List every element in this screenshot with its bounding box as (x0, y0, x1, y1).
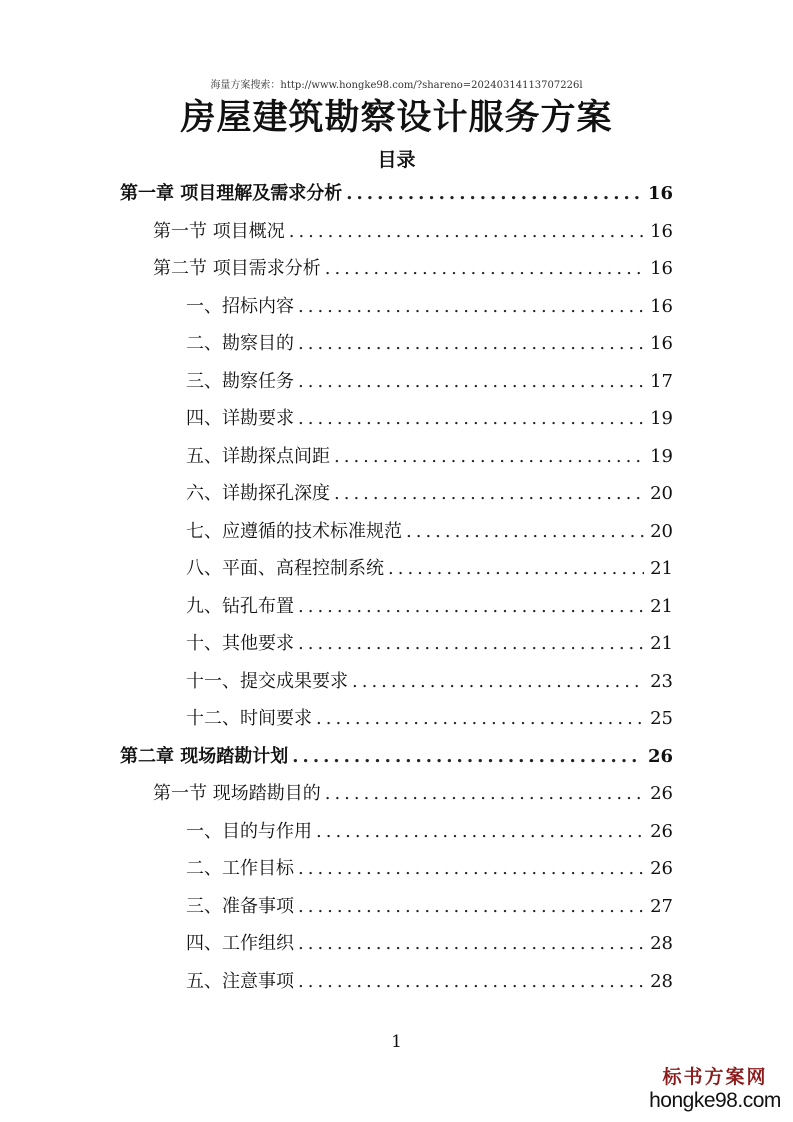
toc-entry[interactable] (120, 700, 673, 738)
toc-entry-label: 第一章 项目理解及需求分析 (120, 183, 343, 204)
toc-dot-leader (292, 738, 642, 776)
toc-entry-label: 九、钻孔布置 (186, 595, 294, 617)
document-title: 房屋建筑勘察设计服务方案 (180, 97, 613, 138)
watermark-site-name: 标书方案网 (662, 1066, 768, 1088)
toc-entry-label: 二、勘察目的 (186, 333, 294, 354)
toc-dot-leader (289, 213, 644, 251)
toc-entry-label: 六、详勘探孔深度 (186, 483, 330, 504)
toc-dot-leader (298, 288, 644, 326)
toc-entry-label: 十二、时间要求 (186, 708, 312, 729)
toc-entry-page: 28 (650, 933, 673, 954)
toc-entry[interactable] (120, 925, 673, 963)
toc-dot-leader (334, 438, 644, 476)
toc-entry-page: 23 (650, 670, 673, 692)
toc-dot-leader (298, 325, 644, 363)
toc-entry-page: 21 (650, 558, 673, 579)
toc-entry-page: 26 (650, 820, 673, 842)
toc-heading: 目录 (377, 149, 416, 171)
toc-entry[interactable] (120, 813, 673, 851)
toc-entry[interactable] (120, 363, 673, 401)
toc-entry-page: 25 (650, 708, 673, 729)
toc-entry[interactable] (120, 775, 673, 813)
toc-entry-page: 26 (650, 858, 673, 879)
toc-entry-page: 16 (647, 183, 673, 204)
toc-entry[interactable] (120, 325, 673, 363)
toc-entry-page: 26 (647, 745, 673, 767)
toc-entry-label: 七、应遵循的技术标准规范 (186, 520, 402, 542)
toc-entry-page: 21 (650, 595, 673, 617)
toc-dot-leader (346, 175, 642, 213)
toc-dot-leader (298, 625, 644, 663)
toc-entry-page: 16 (650, 333, 673, 354)
toc-entry[interactable] (120, 475, 673, 513)
toc-entry-page: 17 (650, 370, 673, 392)
toc-entry-page: 26 (650, 783, 673, 804)
toc-entry-label: 三、准备事项 (186, 895, 294, 917)
toc-entry-label: 第二节 项目需求分析 (153, 258, 321, 279)
toc-dot-leader (352, 663, 644, 701)
toc-entry-label: 十、其他要求 (186, 633, 294, 654)
toc-entry[interactable] (120, 250, 673, 288)
toc-entry-label: 二、工作目标 (186, 858, 294, 879)
toc-dot-leader (298, 400, 644, 438)
toc-entry[interactable] (120, 400, 673, 438)
toc-entry[interactable] (120, 625, 673, 663)
page-number: 1 (391, 1032, 402, 1052)
toc-dot-leader (298, 925, 644, 963)
toc-entry[interactable] (120, 738, 673, 776)
toc-entry-label: 四、工作组织 (186, 933, 294, 954)
toc-entry[interactable] (120, 438, 673, 476)
toc-entry-label: 一、招标内容 (186, 295, 294, 317)
toc-entry[interactable] (120, 513, 673, 551)
toc-entry[interactable] (120, 175, 673, 213)
toc-entry[interactable] (120, 663, 673, 701)
toc-entry-page: 16 (650, 295, 673, 317)
toc-dot-leader (388, 550, 644, 588)
toc-entry-label: 八、平面、高程控制系统 (186, 558, 384, 579)
toc-dot-leader (334, 475, 644, 513)
toc-dot-leader (325, 775, 644, 813)
toc-entry[interactable] (120, 963, 673, 1001)
watermark-site-url: hongke98.com (649, 1089, 781, 1112)
table-of-contents (120, 175, 673, 1000)
toc-dot-leader (298, 588, 644, 626)
toc-entry[interactable] (120, 550, 673, 588)
toc-entry-page: 28 (650, 970, 673, 992)
toc-entry[interactable] (120, 288, 673, 326)
toc-entry-label: 四、详勘要求 (186, 408, 294, 429)
toc-entry-label: 一、目的与作用 (186, 820, 312, 842)
toc-dot-leader (316, 700, 644, 738)
toc-dot-leader (316, 813, 644, 851)
toc-entry-page: 16 (650, 258, 673, 279)
header-source-note: 海量方案搜索：http://www.hongke98.com/?shareno=20240314113707226l (210, 80, 583, 91)
toc-entry-label: 五、详勘探点间距 (186, 445, 330, 467)
toc-entry[interactable] (120, 850, 673, 888)
toc-entry-page: 27 (650, 895, 673, 917)
watermark-logo (640, 1066, 790, 1114)
toc-entry[interactable] (120, 888, 673, 926)
toc-entry-label: 三、勘察任务 (186, 370, 294, 392)
toc-entry[interactable] (120, 213, 673, 251)
toc-entry-label: 第一节 项目概况 (153, 220, 285, 242)
toc-entry-label: 十一、提交成果要求 (186, 670, 348, 692)
toc-entry-page: 19 (650, 445, 673, 467)
toc-entry[interactable] (120, 588, 673, 626)
toc-entry-page: 16 (650, 220, 673, 242)
toc-entry-page: 20 (650, 520, 673, 542)
toc-entry-label: 五、注意事项 (186, 970, 294, 992)
toc-entry-page: 21 (650, 633, 673, 654)
toc-entry-page: 20 (650, 483, 673, 504)
toc-dot-leader (298, 963, 644, 1001)
toc-dot-leader (298, 850, 644, 888)
toc-entry-label: 第一节 现场踏勘目的 (153, 783, 321, 804)
toc-entry-label: 第二章 现场踏勘计划 (120, 745, 289, 767)
toc-entry-page: 19 (650, 408, 673, 429)
toc-dot-leader (298, 888, 644, 926)
toc-dot-leader (406, 513, 644, 551)
toc-dot-leader (298, 363, 644, 401)
toc-dot-leader (325, 250, 644, 288)
